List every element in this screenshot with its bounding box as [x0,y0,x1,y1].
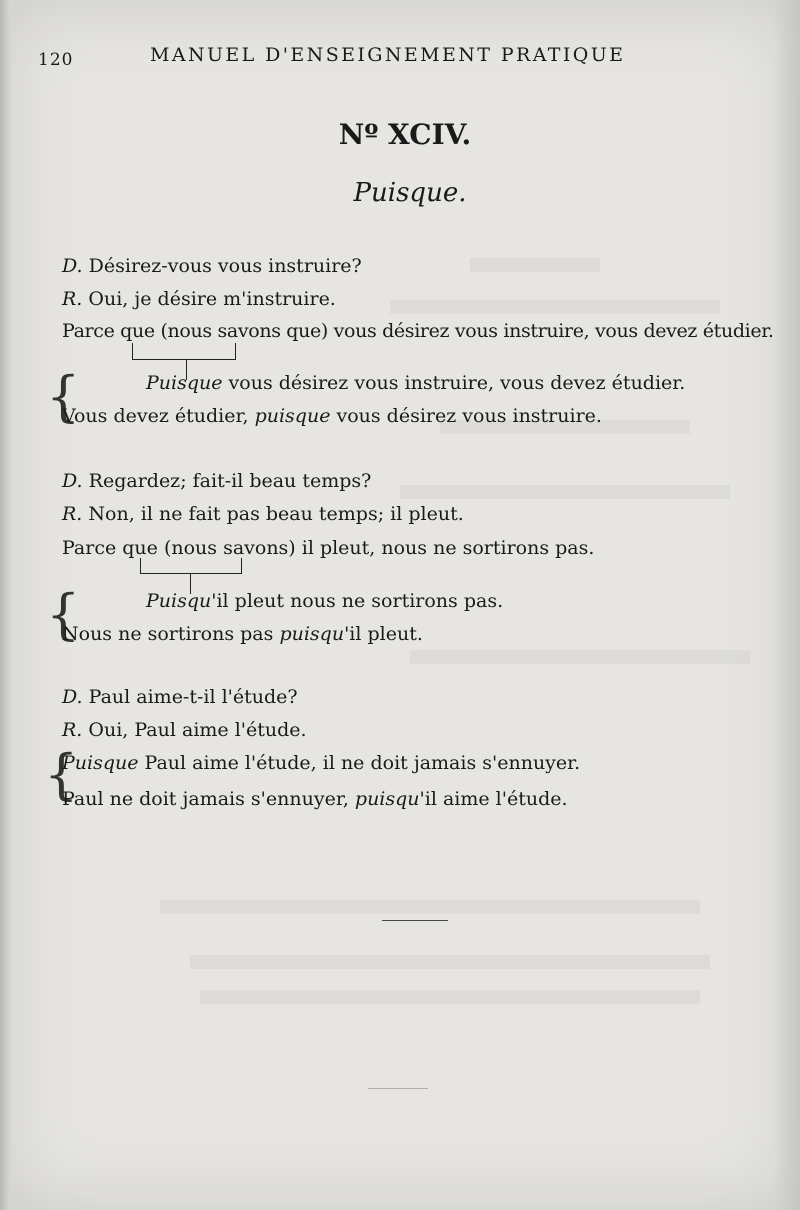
sentence-start: Vous devez étudier, [62,405,255,427]
puisque-line [62,788,568,810]
answer-text: Non, il ne fait pas beau temps; il pleut. [88,503,464,525]
parce-que-line: Parce que (nous savons que) vous désirez vous instruire, vous devez étudier. [62,320,774,342]
running-title: MANUEL D'ENSEIGNEMENT PRATIQUE [150,44,626,66]
separator-rule [382,920,448,921]
answer-line [62,503,464,525]
sentence-start: Nous ne sortirons pas [62,623,280,645]
puisque-word: puisqu' [279,623,350,645]
sentence-rest: vous désirez vous instruire, vous devez étudier. [222,372,686,394]
left-brace: { [44,743,79,806]
question-text: Paul aime-t-il l'étude? [88,686,298,708]
sentence-rest: vous désirez vous instruire. [330,405,602,427]
puisque-line [146,372,685,394]
sentence-start: Paul ne doit jamais s'ennuyer, [62,788,355,810]
question-line [62,255,362,277]
question-line [62,686,298,708]
show-through-mark [470,258,600,272]
show-through-mark [190,955,710,969]
answer-line [62,288,336,310]
show-through-mark [400,485,730,499]
parce-que-line: Parce que (nous savons) il pleut, nous ne sortirons pas. [62,537,595,559]
speaker-label: R. [62,288,83,310]
show-through-mark [390,300,720,314]
speaker-label: D. [62,255,83,277]
speaker-label: R. [62,503,83,525]
puisque-word: Puisqu' [146,590,217,612]
show-through-rule [368,1088,428,1089]
puisque-line [62,752,580,774]
answer-text: Oui, Paul aime l'étude. [88,719,307,741]
answer-text: Oui, je désire m'instruire. [88,288,336,310]
sentence-rest: il pleut. [349,623,423,645]
show-through-mark [200,990,700,1004]
puisque-word: Puisque [62,752,139,774]
puisque-line [62,405,602,427]
connector-bracket [132,343,236,360]
lesson-title: Puisque. [353,178,467,208]
speaker-label: D. [62,470,83,492]
sentence-rest: Paul aime l'étude, il ne doit jamais s'ennuyer. [138,752,581,774]
question-line [62,470,371,492]
puisque-word: puisque [254,405,331,427]
show-through-mark [160,900,700,914]
answer-line [62,719,307,741]
connector-bracket [140,558,242,574]
sentence-rest: il pleut nous ne sortirons pas. [216,590,504,612]
left-brace: { [46,583,81,646]
puisque-line [146,590,503,612]
question-text: Regardez; fait-il beau temps? [88,470,372,492]
lesson-number: Nº XCIV. [338,118,472,151]
speaker-label: R. [62,719,83,741]
puisque-word: Puisque [146,372,223,394]
sentence-rest: il aime l'étude. [424,788,568,810]
page-number: 120 [38,50,74,70]
show-through-mark [410,650,750,664]
puisque-word: puisqu' [354,788,425,810]
puisque-line [62,623,423,645]
speaker-label: D. [62,686,83,708]
question-text: Désirez-vous vous instruire? [88,255,362,277]
left-brace: { [46,365,81,428]
